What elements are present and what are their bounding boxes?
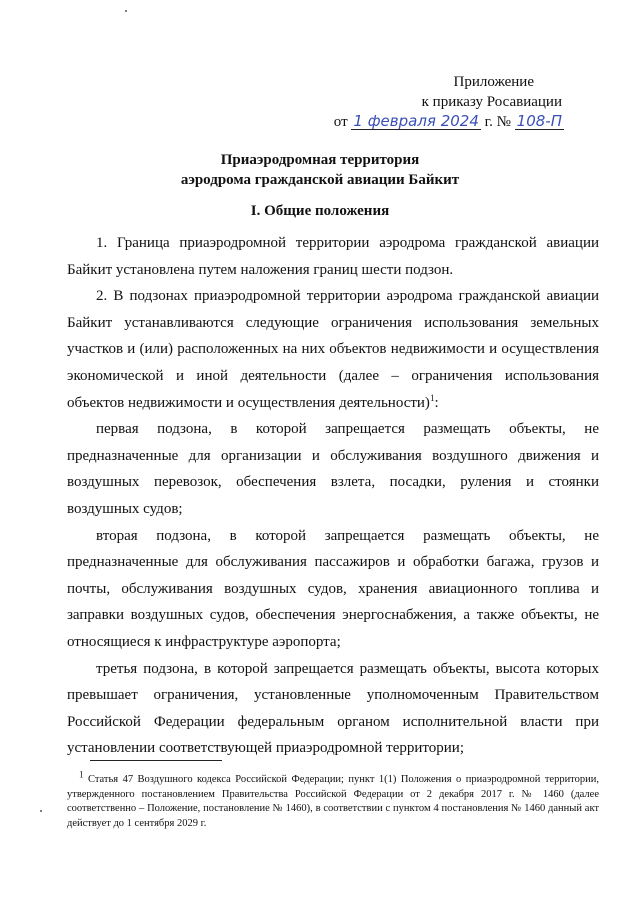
handwritten-number: 108-П — [516, 112, 562, 130]
footnote-mark: 1 — [79, 769, 84, 780]
annex-header — [334, 72, 564, 132]
title-line-1: Приаэродромная территория — [220, 152, 420, 168]
scan-speck — [125, 10, 127, 12]
section-heading: I. Общие положения — [250, 203, 390, 219]
annex-label: Приложение — [453, 74, 534, 90]
title-line-2: аэродрома гражданской авиации Байкит — [180, 172, 460, 188]
footnote-separator — [90, 760, 222, 761]
paragraph-subzone-1: первая подзона, в которой запрещается размещать объекты, не предназначенные для организации и обслуживания воздушного движения и воздушных перевозок, обеспечения взлета, посадки, руления и стоянки воздушных судов; — [67, 421, 599, 517]
paragraph-1: 1. Граница приаэродромной территории аэродрома гражданской авиации Байкит установлена путем наложения границ шести подзон. — [67, 235, 599, 278]
paragraph-2-end: : — [434, 394, 439, 411]
document-body — [67, 230, 599, 762]
scan-speck — [40, 810, 42, 812]
number-prefix: г. № — [484, 114, 511, 130]
paragraph-2 — [67, 283, 599, 416]
footnote-ref: 1 — [429, 392, 435, 403]
paragraph-2-text: 2. В подзонах приаэродромной территории аэродрома гражданской авиации Байкит устанавливаются следующие ограничения использования земельных участков и (или) расположенных на них объектов недвижимости и осуществления экономической и иной деятельности (далее – ограничения использования объектов недвижимости и осуществления деятельности) — [67, 288, 599, 411]
paragraph-subzone-2: вторая подзона, в которой запрещается размещать объекты, не предназначенные для обслуживания пассажиров и обработки багажа, грузов и почты, обслуживания воздушных судов, хранения авиационного топлива и заправки воздушных судов, обеспечения энергоснабжения, а также объекты, не относящиеся к инфраструктуре аэропорта; — [67, 527, 599, 650]
annex-order-ref: к приказу Росавиации — [421, 94, 562, 110]
handwritten-date: 1 февраля 2024 — [353, 112, 479, 130]
document-title — [0, 150, 640, 190]
annex-date-line — [334, 112, 564, 132]
date-prefix: от — [333, 114, 348, 130]
paragraph-subzone-3: третья подзона, в которой запрещается размещать объекты, высота которых превышает ограничения, установленные уполномоченным Правительством Российской Федерации федеральным органом исполнительной власти при установлении соответствующей приаэродромной территории; — [67, 660, 599, 757]
footnote-text-block — [67, 769, 600, 831]
footnote-text: Статья 47 Воздушного кодекса Российской Федерации; пункт 1(1) Положения о приаэродромной территории, утвержденного постановлением Правительства Российской Федерации от 2 декабря 2017 г. № 1460 (далее соответственно – Положение, постановление № 1460), в соответствии с пунктом 4 постановления № 1460 данный акт действует до 1 сентября 2029 г. — [67, 774, 600, 829]
footnote — [67, 769, 600, 831]
